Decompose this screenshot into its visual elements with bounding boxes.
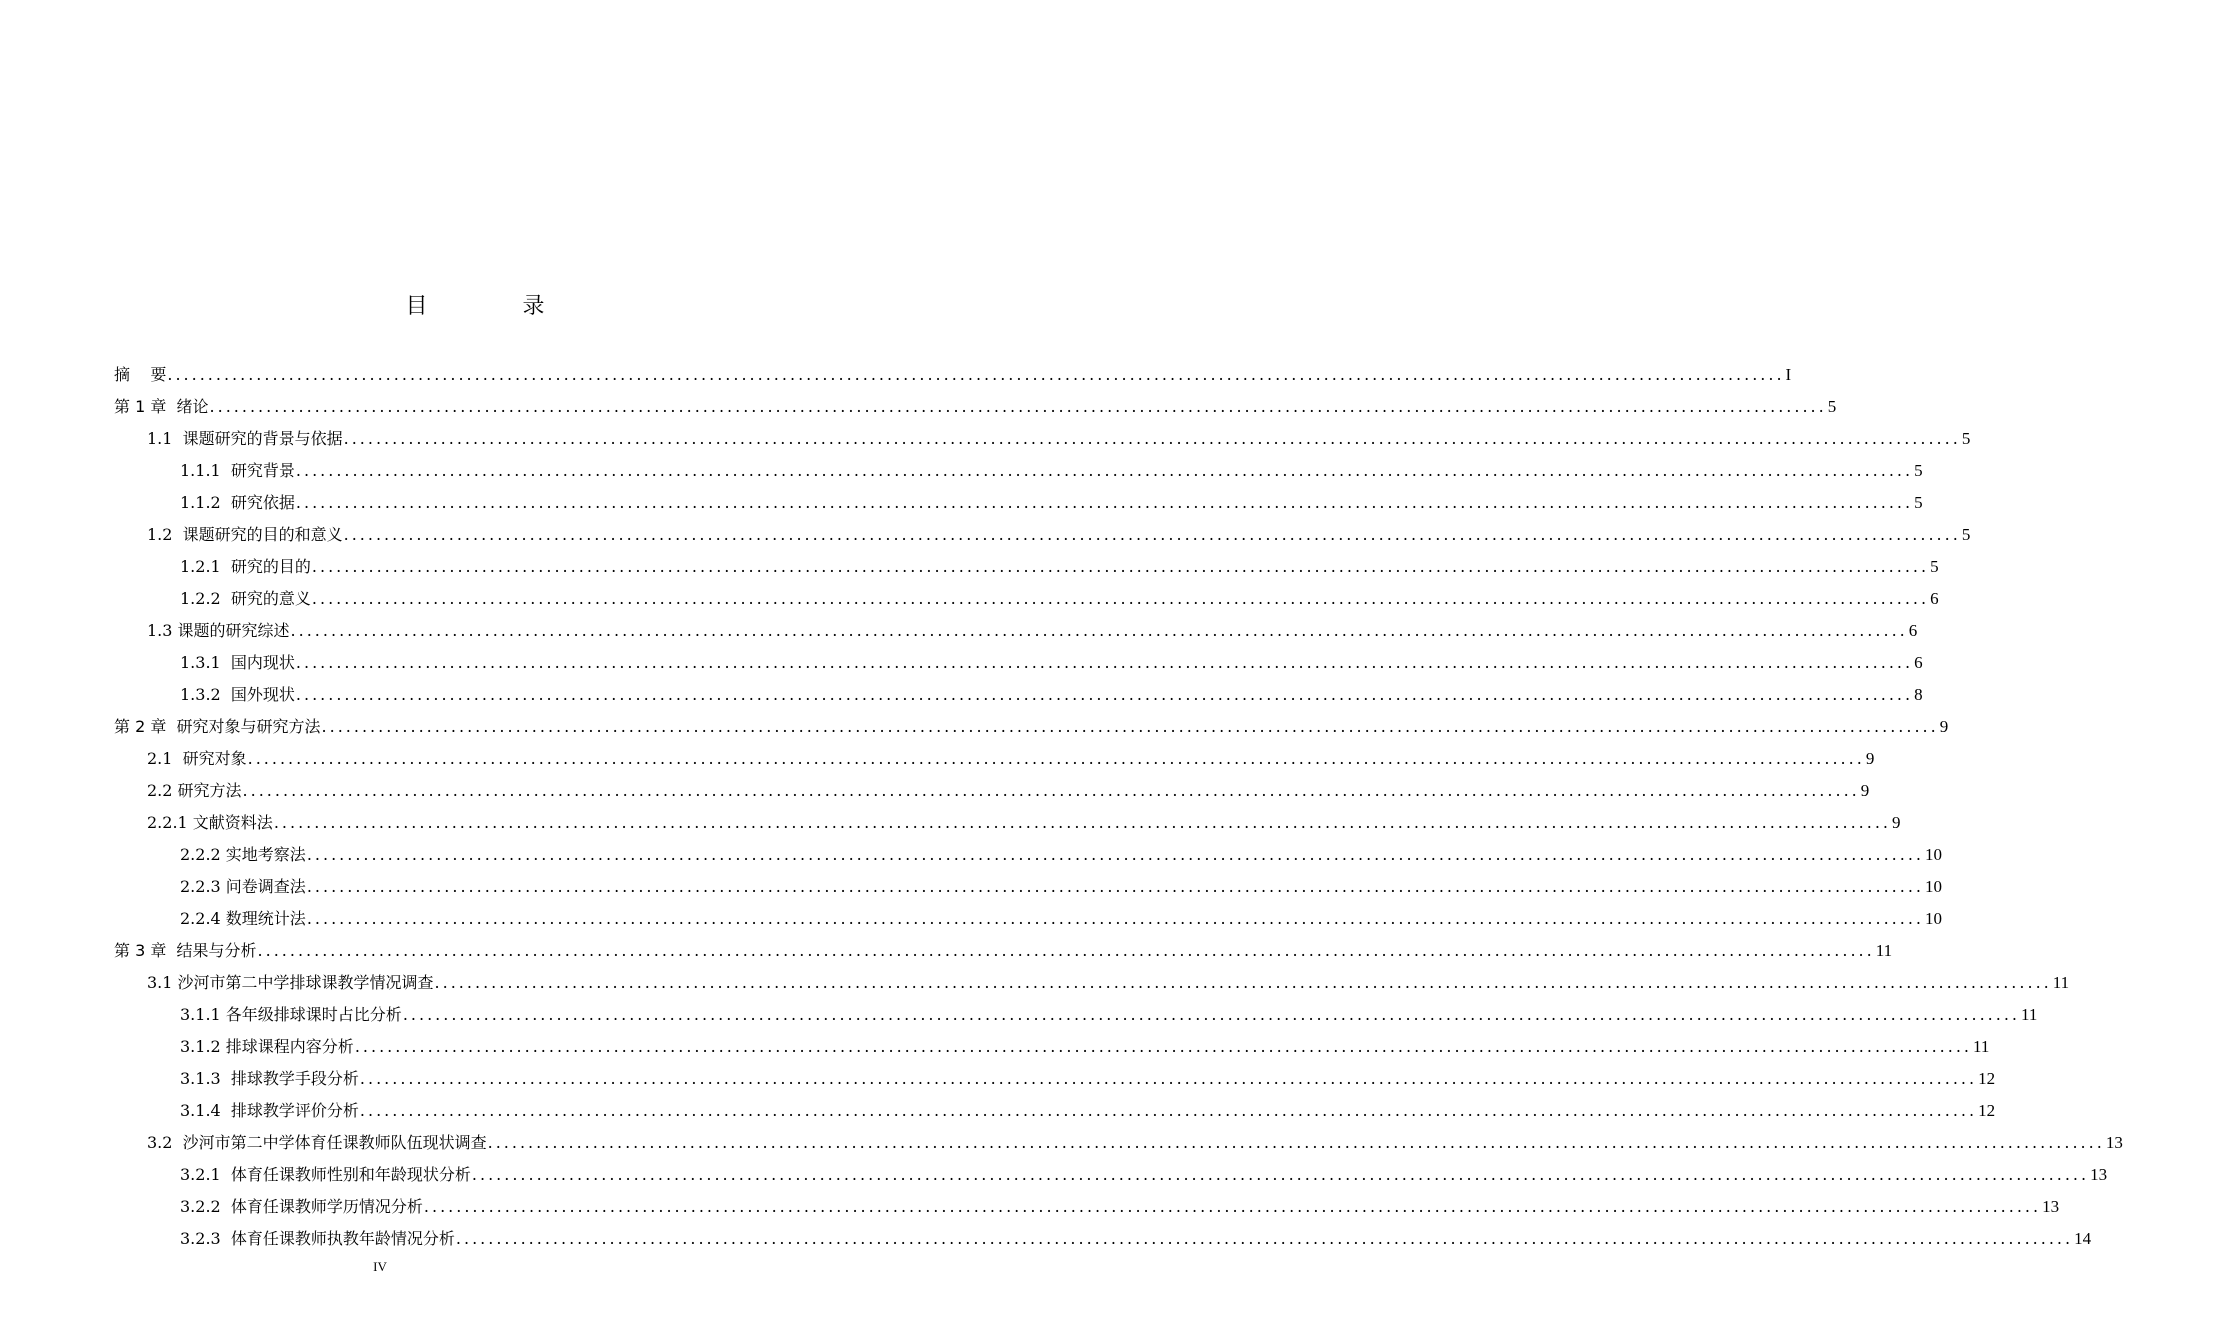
dot-leader: ........................................................................................................................................................................................................: [402, 1005, 2020, 1024]
toc-entry[interactable]: [0, 615, 1918, 647]
dot-leader: ........................................................................................................................................................................................................: [167, 365, 1785, 384]
toc-entry[interactable]: [0, 455, 1923, 487]
toc-entry-page-number: 13: [2105, 1133, 2123, 1152]
dot-leader: ........................................................................................................................................................................................................: [423, 1197, 2042, 1216]
toc-entry-label: 3.2.2 体育任课教师学历情况分析: [180, 1197, 423, 1216]
toc-entry[interactable]: [0, 871, 1942, 903]
toc-entry-page-number: 10: [1925, 877, 1942, 896]
toc-entry-page-number: 11: [1973, 1037, 1990, 1056]
dot-leader: ........................................................................................................................................................................................................: [295, 493, 1914, 512]
toc-entry-label: 3.2.3 体育任课教师执教年龄情况分析: [180, 1229, 455, 1248]
dot-leader: ........................................................................................................................................................................................................: [290, 621, 1908, 640]
toc-entry-label: 3.1.2 排球课程内容分析: [180, 1037, 354, 1056]
toc-entry[interactable]: [0, 423, 1971, 455]
toc-entry[interactable]: [0, 999, 2038, 1031]
toc-entry[interactable]: [0, 551, 1939, 583]
toc-entry-page-number: 8: [1914, 685, 1923, 704]
toc-entry[interactable]: [0, 1223, 2092, 1255]
toc-entry-label: 1.1 课题研究的背景与依据: [147, 429, 343, 448]
toc-entry-page-number: 5: [1914, 493, 1923, 512]
toc-entry-page-number: 5: [1961, 525, 1971, 544]
toc-entry[interactable]: [0, 1063, 1996, 1095]
dot-leader: ........................................................................................................................................................................................................: [359, 1101, 1978, 1120]
toc-entry-label: 2.2.4 数理统计法: [180, 909, 306, 928]
toc-entry-label: 1.3.2 国外现状: [180, 685, 295, 704]
toc-entry-page-number: 9: [1865, 749, 1875, 768]
dot-leader: ........................................................................................................................................................................................................: [311, 557, 1930, 576]
dot-leader: ........................................................................................................................................................................................................: [273, 813, 1891, 832]
toc-entry[interactable]: [0, 839, 1942, 871]
dot-leader: ........................................................................................................................................................................................................: [242, 781, 1860, 800]
toc-entry-label: 2.2.2 实地考察法: [180, 845, 306, 864]
toc-entry-page-number: I: [1785, 365, 1792, 384]
toc-entry[interactable]: [0, 711, 1949, 743]
toc-entry-page-number: 5: [1914, 461, 1923, 480]
toc-entry-label: 第 3 章 结果与分析: [114, 941, 257, 960]
dot-leader: ........................................................................................................................................................................................................: [295, 653, 1914, 672]
toc-entry-page-number: 11: [2052, 973, 2070, 992]
toc-entry-label: 2.2.1 文献资料法: [147, 813, 273, 832]
toc-entry-page-number: 11: [2021, 1005, 2038, 1024]
toc-entry-page-number: 10: [1925, 909, 1942, 928]
toc-entry[interactable]: [0, 1095, 1996, 1127]
dot-leader: ........................................................................................................................................................................................................: [471, 1165, 2090, 1184]
toc-entry[interactable]: [0, 935, 1893, 967]
toc-entry-label: 3.1.3 排球教学手段分析: [180, 1069, 359, 1088]
toc-entry-label: 2.2.3 问卷调查法: [180, 877, 306, 896]
toc-entry-label: 第 1 章 绪论: [114, 397, 209, 416]
toc-entry-label: 第 2 章 研究对象与研究方法: [114, 717, 321, 736]
toc-entry-label: 3.1.1 各年级排球课时占比分析: [180, 1005, 402, 1024]
toc-entry[interactable]: [0, 1031, 1990, 1063]
toc-entry[interactable]: [0, 583, 1939, 615]
toc-entry-label: 1.1.2 研究依据: [180, 493, 295, 512]
toc-entry-label: 3.2 沙河市第二中学体育任课教师队伍现状调查: [147, 1133, 487, 1152]
dot-leader: ........................................................................................................................................................................................................: [247, 749, 1865, 768]
dot-leader: ........................................................................................................................................................................................................: [354, 1037, 1972, 1056]
toc-entry-page-number: 13: [2090, 1165, 2108, 1184]
toc-entry-page-number: 6: [1908, 621, 1918, 640]
toc-entry-page-number: 12: [1978, 1069, 1996, 1088]
toc-entry-page-number: 9: [1860, 781, 1870, 800]
dot-leader: ........................................................................................................................................................................................................: [343, 525, 1961, 544]
toc-entry-label: 3.1.4 排球教学评价分析: [180, 1101, 359, 1120]
toc-entry[interactable]: [0, 359, 1792, 391]
toc-entry-label: 1.3 课题的研究综述: [147, 621, 290, 640]
toc-entry[interactable]: [0, 487, 1923, 519]
toc-entry[interactable]: [0, 519, 1971, 551]
dot-leader: ........................................................................................................................................................................................................: [321, 717, 1939, 736]
toc-entry-page-number: 13: [2042, 1197, 2060, 1216]
toc-entry-page-number: 6: [1930, 589, 1939, 608]
toc-entry-page-number: 6: [1914, 653, 1923, 672]
toc-entry-page-number: 5: [1827, 397, 1837, 416]
dot-leader: ........................................................................................................................................................................................................: [455, 1229, 2074, 1248]
toc-entry[interactable]: [0, 1127, 2123, 1159]
dot-leader: ........................................................................................................................................................................................................: [434, 973, 2052, 992]
toc-entry-page-number: 9: [1892, 813, 1901, 832]
toc-entry-label: 1.2 课题研究的目的和意义: [147, 525, 343, 544]
dot-leader: ........................................................................................................................................................................................................: [295, 685, 1914, 704]
page-number-footer: IV: [373, 1259, 387, 1274]
toc-entry[interactable]: [0, 775, 1870, 807]
toc-entry-label: 摘 要: [114, 365, 167, 384]
toc-entry[interactable]: [0, 903, 1942, 935]
toc-entry[interactable]: [0, 967, 2070, 999]
toc-entry-label: 3.1 沙河市第二中学排球课教学情况调查: [147, 973, 434, 992]
toc-entry-page-number: 5: [1930, 557, 1939, 576]
dot-leader: ........................................................................................................................................................................................................: [209, 397, 1827, 416]
dot-leader: ........................................................................................................................................................................................................: [306, 845, 1924, 864]
toc-entry-label: 1.3.1 国内现状: [180, 653, 295, 672]
toc-entry-page-number: 9: [1939, 717, 1949, 736]
dot-leader: ........................................................................................................................................................................................................: [487, 1133, 2105, 1152]
dot-leader: ........................................................................................................................................................................................................: [343, 429, 1961, 448]
toc-entry[interactable]: [0, 391, 1837, 423]
toc-entry-page-number: 12: [1978, 1101, 1996, 1120]
dot-leader: ........................................................................................................................................................................................................: [311, 589, 1930, 608]
toc-entry-label: 1.2.1 研究的目的: [180, 557, 311, 576]
page-title: 目 录: [405, 294, 589, 319]
toc-entry-label: 2.1 研究对象: [147, 749, 247, 768]
table-of-contents: [0, 359, 2123, 1255]
toc-entry-label: 1.2.2 研究的意义: [180, 589, 311, 608]
toc-entry[interactable]: [0, 1191, 2060, 1223]
toc-entry-label: 3.2.1 体育任课教师性别和年龄现状分析: [180, 1165, 471, 1184]
dot-leader: ........................................................................................................................................................................................................: [359, 1069, 1978, 1088]
dot-leader: ........................................................................................................................................................................................................: [257, 941, 1875, 960]
toc-entry[interactable]: [0, 743, 1875, 775]
toc-entry-page-number: 10: [1925, 845, 1942, 864]
toc-entry-page-number: 14: [2074, 1229, 2092, 1248]
toc-entry[interactable]: [0, 807, 1901, 839]
toc-entry-page-number: 5: [1961, 429, 1971, 448]
dot-leader: ........................................................................................................................................................................................................: [295, 461, 1914, 480]
dot-leader: ........................................................................................................................................................................................................: [306, 877, 1924, 896]
toc-entry-page-number: 11: [1875, 941, 1893, 960]
toc-entry-label: 2.2 研究方法: [147, 781, 242, 800]
toc-entry[interactable]: [0, 647, 1923, 679]
toc-entry[interactable]: [0, 679, 1923, 711]
toc-entry[interactable]: [0, 1159, 2108, 1191]
toc-entry-label: 1.1.1 研究背景: [180, 461, 295, 480]
dot-leader: ........................................................................................................................................................................................................: [306, 909, 1924, 928]
